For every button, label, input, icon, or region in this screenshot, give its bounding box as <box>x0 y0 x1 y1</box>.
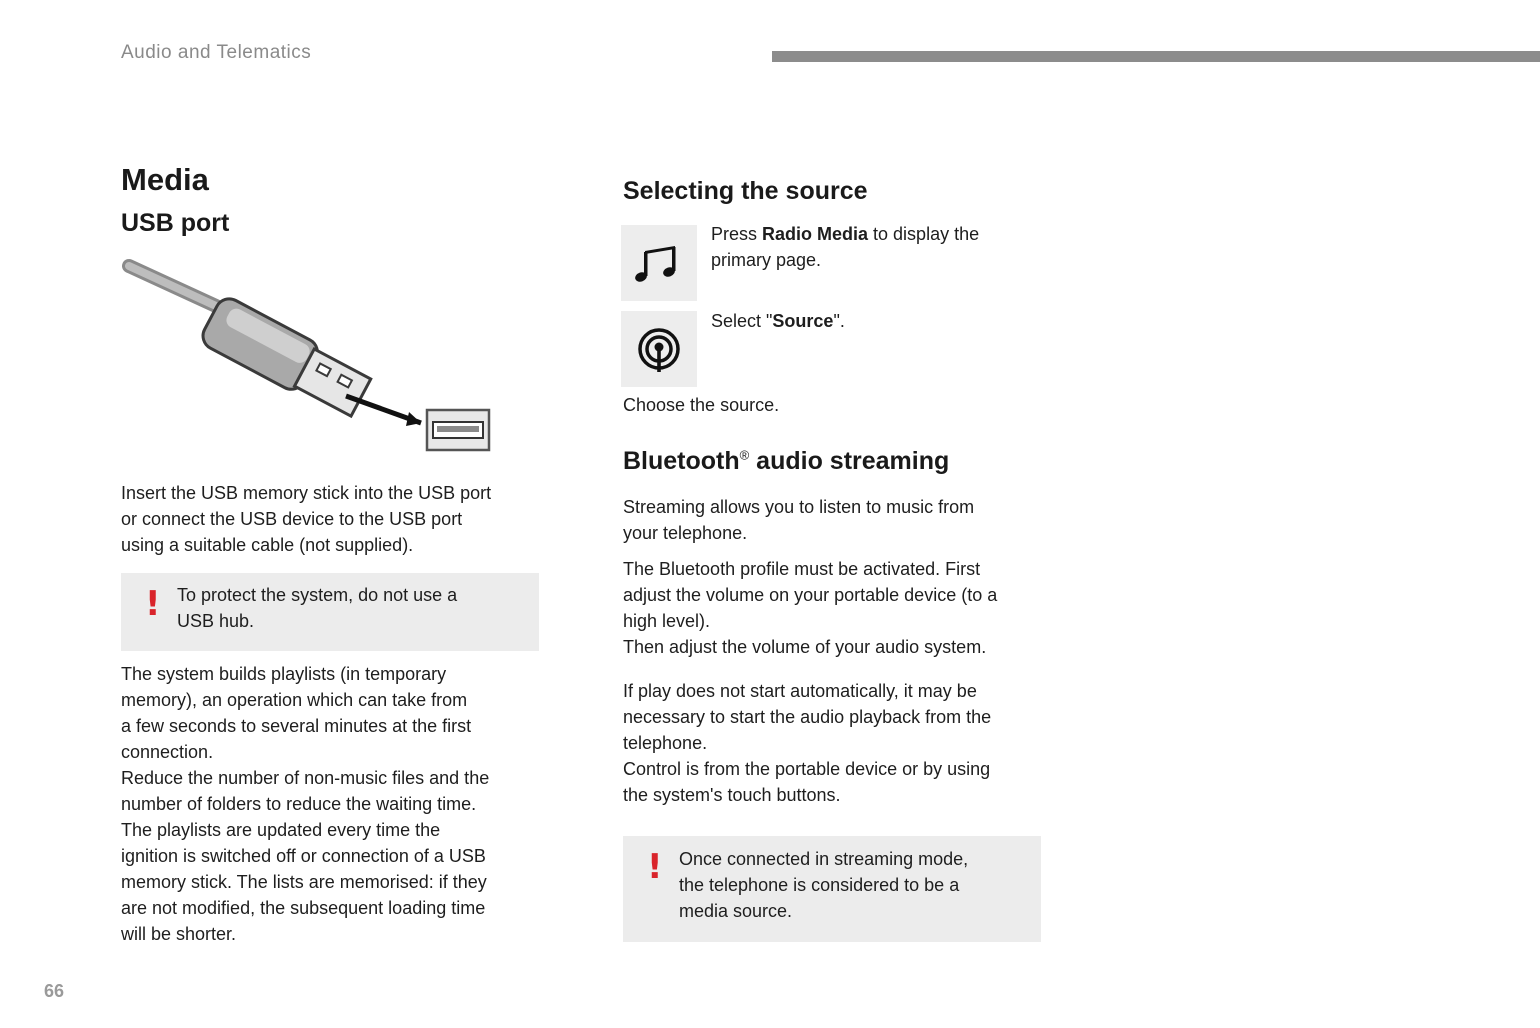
warning-exclamation-icon: ! <box>145 584 161 624</box>
text-line: The playlists are updated every time the <box>121 820 441 840</box>
text-line: or connect the USB device to the USB port <box>121 509 463 529</box>
text-line: Once connected in streaming mode, <box>679 849 969 869</box>
registered-mark: ® <box>739 447 750 463</box>
text-line: the telephone is considered to be a <box>679 875 960 895</box>
text-line: media source. <box>679 901 793 921</box>
usb-intro-paragraph <box>121 480 491 558</box>
text-line: ignition is switched off or connection of a USB <box>121 846 486 866</box>
text-line: memory), an operation which can take from <box>121 690 468 710</box>
page-title: Media <box>121 162 209 197</box>
streaming-intro-paragraph <box>623 494 974 546</box>
text-line: telephone. <box>623 733 708 753</box>
text-line: necessary to start the audio playback from the <box>623 707 992 727</box>
text-line: high level). <box>623 611 711 631</box>
text-line: Insert the USB memory stick into the USB port <box>121 483 492 503</box>
step-select-source <box>711 308 845 334</box>
text-line: adjust the volume on your portable device (to a <box>623 585 998 605</box>
text-line: are not modified, the subsequent loading time <box>121 898 486 918</box>
usb-stick-illustration <box>121 258 501 458</box>
playlist-info-paragraph <box>121 661 489 947</box>
step1-suffix: to display the <box>868 224 980 244</box>
heading-audio-streaming: audio streaming <box>749 447 950 475</box>
text-line: Streaming allows you to listen to music from <box>623 497 975 517</box>
step1-prefix: Press <box>711 224 763 244</box>
text-line: your telephone. <box>623 523 748 543</box>
text-line: The Bluetooth profile must be activated. First <box>623 559 981 579</box>
warning-text <box>679 846 968 924</box>
text-line: The system builds playlists (in temporary <box>121 664 447 684</box>
warning-exclamation-icon: ! <box>647 847 663 887</box>
text-line: a few seconds to several minutes at the first <box>121 716 472 736</box>
text-line: number of folders to reduce the waiting time. <box>121 794 477 814</box>
text-line: primary page. <box>711 250 822 270</box>
text-line: USB hub. <box>177 611 255 631</box>
streaming-source-icon <box>621 311 697 387</box>
step-press-radio-media <box>711 221 979 273</box>
text-line: using a suitable cable (not supplied). <box>121 535 414 555</box>
text-line: If play does not start automatically, it may be <box>623 681 977 701</box>
heading-bluetooth: Bluetooth <box>623 447 740 475</box>
streaming-mode-warning-note <box>623 836 1041 942</box>
text-line: will be shorter. <box>121 924 237 944</box>
usb-port-heading: USB port <box>121 209 230 237</box>
text-line: connection. <box>121 742 214 762</box>
playback-control-paragraph <box>623 678 991 808</box>
selecting-source-heading: Selecting the source <box>623 177 868 205</box>
bluetooth-profile-paragraph <box>623 556 997 660</box>
text-line: To protect the system, do not use a <box>177 585 458 605</box>
text-line: Control is from the portable device or by using <box>623 759 991 779</box>
header-bar <box>772 51 1540 62</box>
bluetooth-streaming-heading <box>623 447 949 476</box>
page-number: 66 <box>44 981 65 1001</box>
header-section-title: Audio and Telematics <box>121 42 312 63</box>
radio-media-label: Radio Media <box>762 224 869 244</box>
music-note-icon <box>621 225 697 301</box>
text-line <box>711 221 979 247</box>
step-choose-source: Choose the source. <box>623 395 780 415</box>
source-label: Source <box>772 311 834 331</box>
usb-hub-warning-note <box>121 573 539 651</box>
warning-text <box>177 582 457 634</box>
step2-suffix: ". <box>833 311 845 331</box>
text-line: Reduce the number of non-music files and the <box>121 768 490 788</box>
step2-prefix: Select " <box>711 311 773 331</box>
text-line: memory stick. The lists are memorised: if they <box>121 872 487 892</box>
text-line: the system's touch buttons. <box>623 785 841 805</box>
text-line: Then adjust the volume of your audio system. <box>623 637 987 657</box>
